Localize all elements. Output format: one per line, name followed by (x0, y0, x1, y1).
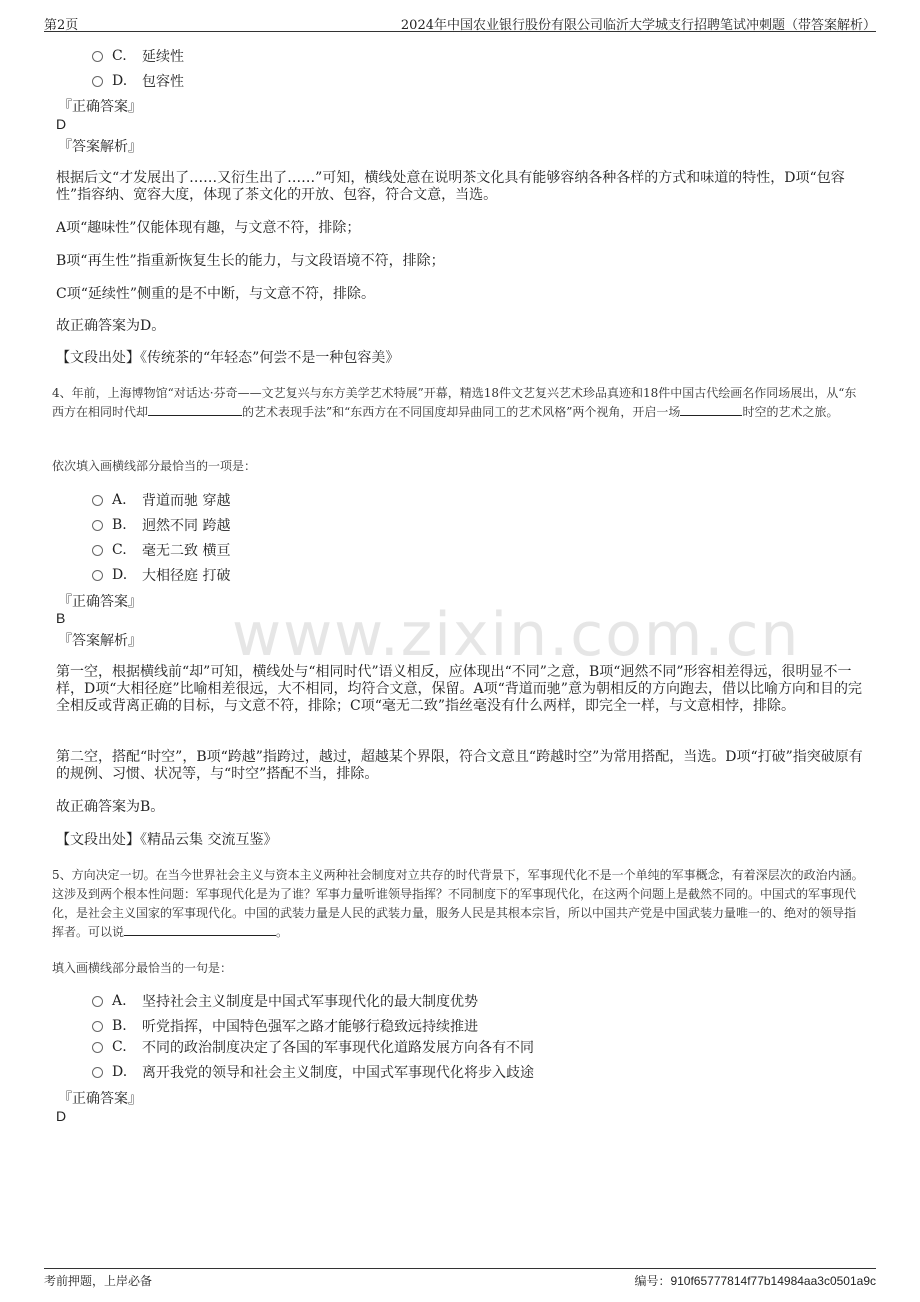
option-text: 包容性 (142, 74, 184, 90)
option-text: 坚持社会主义制度是中国式军事现代化的最大制度优势 (142, 994, 478, 1010)
blank-line (148, 403, 242, 416)
radio-icon[interactable] (92, 1021, 103, 1032)
stem-text: 5、方向决定一切。在当今世界社会主义与资本主义两种社会制度对立共存的时代背景下，军事现代化不是一个单纯的军事概念，有着深层次的政治内涵。这涉及到两个根本性问题：军事现代化是为了谁？军事力量听谁领导指挥？不同制度下的军事现代化，在这两个问题上是截然不同的。中国式的军事现代化，是社会主义国家的军事现代化。中国的武装力量是人民的武装力量，服务人民是其根本宗旨，所以中国共产党是中国武装力量唯一的、绝对的领导指挥者。可以说 (52, 868, 864, 939)
option-letter: B. (112, 1018, 127, 1034)
source-citation: 【文段出处】《精品云集 交流互鉴》 (56, 832, 278, 848)
option-b[interactable] (92, 515, 230, 535)
answer-value: B (56, 610, 66, 626)
radio-icon[interactable] (92, 76, 103, 87)
option-letter: D. (112, 567, 128, 583)
option-letter: C. (112, 1039, 127, 1055)
blank-line (680, 403, 742, 416)
answer-value: D (56, 1108, 67, 1124)
analysis-paragraph: A项“趣味性”仅能体现有趣，与文意不符，排除； (56, 220, 361, 236)
analysis-conclusion: 故正确答案为D。 (56, 318, 166, 334)
analysis-paragraph: 根据后文“才发展出了……又衍生出了……”可知，横线处意在说明茶文化具有能够容纳各种各样的方式和味道的特性，D项“包容性”指容纳、宽容大度，体现了茶文化的开放、包容，符合文意，当选。 (56, 170, 845, 203)
radio-icon[interactable] (92, 520, 103, 531)
option-b[interactable] (92, 1016, 478, 1036)
document-title: 2024年中国农业银行股份有限公司临沂大学城支行招聘笔试冲刺题（带答案解析） (400, 18, 876, 33)
question-stem (52, 384, 867, 422)
analysis-paragraph: C项“延续性”侧重的是不中断，与文意不符，排除。 (56, 286, 376, 302)
analysis-paragraph: B项“再生性”指重新恢复生长的能力，与文段语境不符，排除； (56, 253, 445, 269)
analysis-paragraph: 第一空，根据横线前“却”可知，横线处与“相同时代”语义相反，应体现出“不同”之意，B项“迥然不同”形容相差得远，很明显不一样，D项“大相径庭”比喻相差很远，大不相同，均符合文意，保留。A项“背道而驰”意为朝相反的方向跑去，借以比喻方向和目的完全相反或背离正确的目标，与文意不符，排除；C项“毫无二致”指丝毫没有什么两样，即完全一样，与文意相悖，排除。 (56, 664, 862, 714)
option-text: 毫无二致 横亘 (142, 543, 231, 559)
option-c[interactable] (92, 540, 230, 560)
page-number: 第2页 (44, 18, 79, 33)
option-letter: B. (112, 517, 127, 533)
stem-text: 4、年前，上海博物馆“对话达·芬奇——文艺复兴与东方美学艺术特展”开幕，精选18件文艺复兴艺术珍品真迹和18件中国古代绘画名作同场展出，从“东西方在相同时代却 (52, 386, 857, 419)
radio-icon[interactable] (92, 545, 103, 556)
analysis-label: 『答案解析』 (58, 139, 142, 155)
answer-value: D (56, 116, 67, 132)
option-a[interactable] (92, 490, 230, 510)
radio-icon[interactable] (92, 1042, 103, 1053)
option-letter: C. (112, 542, 127, 558)
watermark: www.zixin.com.cn (232, 600, 801, 670)
option-letter: D. (112, 73, 128, 89)
question-prompt: 依次填入画横线部分最恰当的一项是： (52, 459, 257, 473)
radio-icon[interactable] (92, 495, 103, 506)
option-text: 不同的政治制度决定了各国的军事现代化道路发展方向各有不同 (142, 1040, 534, 1056)
option-c[interactable] (92, 46, 184, 66)
blank-line (124, 923, 276, 936)
radio-icon[interactable] (92, 570, 103, 581)
question-prompt: 填入画横线部分最恰当的一句是： (52, 961, 233, 975)
radio-icon[interactable] (92, 1067, 103, 1078)
radio-icon[interactable] (92, 51, 103, 62)
document-id: 编号：910f65777814f77b14984aa3c0501a9c (634, 1274, 876, 1288)
option-letter: D. (112, 1064, 128, 1080)
stem-text: 的艺术表现手法”和“东西方在不同国度却异曲同工的艺术风格”两个视角，开启一场 (242, 405, 681, 419)
header-divider (44, 31, 876, 32)
answer-label: 『正确答案』 (58, 99, 142, 115)
option-letter: A. (112, 492, 127, 508)
option-d[interactable] (92, 71, 184, 91)
footer-divider (44, 1268, 876, 1269)
option-d[interactable] (92, 565, 230, 585)
option-d[interactable] (92, 1062, 534, 1082)
source-citation: 【文段出处】《传统茶的“年轻态”何尝不是一种包容美》 (56, 350, 400, 366)
option-text: 迥然不同 跨越 (142, 518, 231, 534)
option-letter: A. (112, 993, 127, 1009)
stem-text: 时空的艺术之旅。 (742, 405, 839, 419)
option-text: 听党指挥，中国特色强军之路才能够行稳致远持续推进 (142, 1019, 478, 1035)
question-stem (52, 866, 867, 942)
analysis-label: 『答案解析』 (58, 633, 142, 649)
option-a[interactable] (92, 991, 478, 1011)
option-c[interactable] (92, 1037, 534, 1057)
answer-label: 『正确答案』 (58, 1091, 142, 1107)
answer-label: 『正确答案』 (58, 594, 142, 610)
option-text: 离开我党的领导和社会主义制度，中国式军事现代化将步入歧途 (142, 1065, 534, 1081)
option-letter: C. (112, 48, 127, 64)
option-text: 延续性 (142, 49, 184, 65)
option-text: 背道而驰 穿越 (142, 493, 231, 509)
option-text: 大相径庭 打破 (142, 568, 231, 584)
radio-icon[interactable] (92, 996, 103, 1007)
footer-slogan: 考前押题，上岸必备 (44, 1274, 153, 1288)
analysis-paragraph: 第二空，搭配“时空”，B项“跨越”指跨过，越过，超越某个界限，符合文意且“跨越时空”为常用搭配，当选。D项“打破”指突破原有的规例、习惯、状况等，与“时空”搭配不当，排除。 (56, 749, 863, 782)
analysis-conclusion: 故正确答案为B。 (56, 799, 165, 815)
stem-text: 。 (276, 925, 289, 939)
